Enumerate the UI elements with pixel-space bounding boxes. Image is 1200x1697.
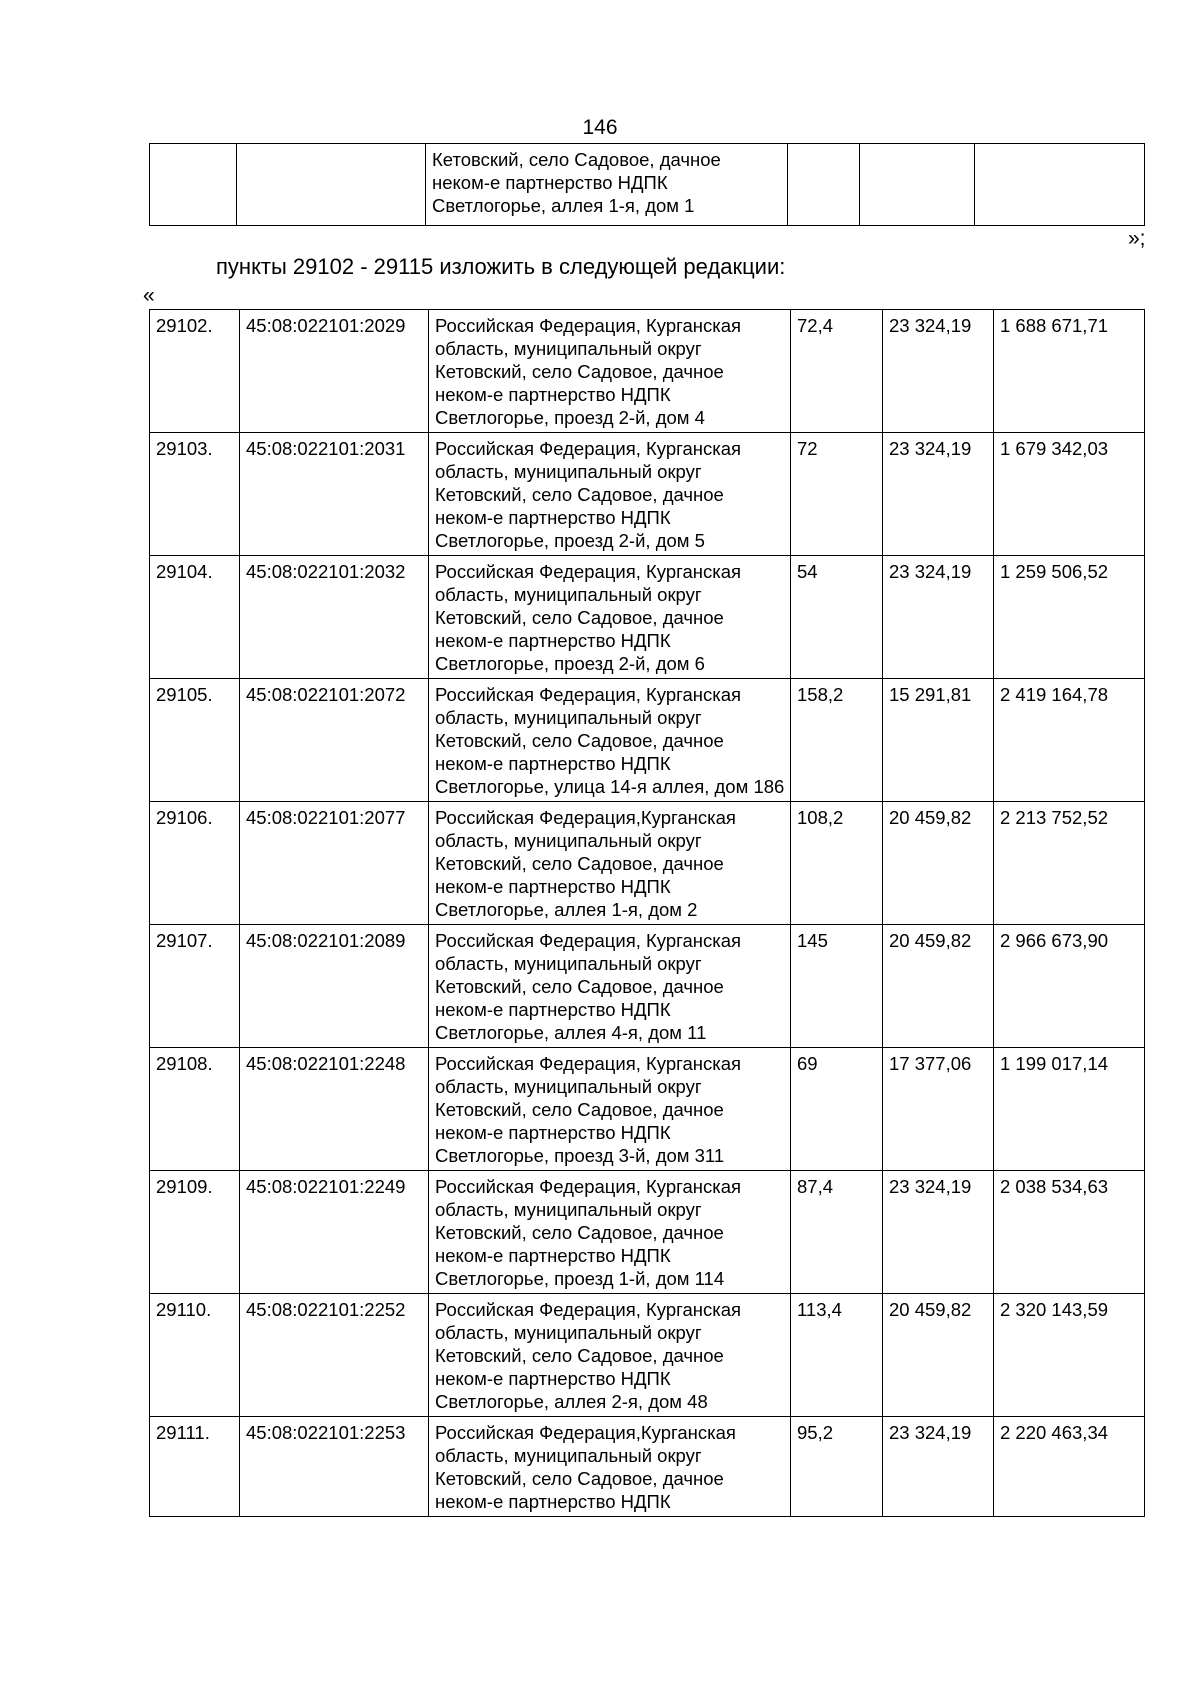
cell-cadastral-number (237, 144, 426, 226)
cell-area: 145 (791, 925, 883, 1048)
table-row (150, 802, 1145, 925)
table-row (150, 144, 1145, 226)
table-row (150, 1417, 1145, 1517)
cell-cadastral-number: 45:08:022101:2031 (240, 433, 429, 556)
cell-area: 54 (791, 556, 883, 679)
cell-area: 72 (791, 433, 883, 556)
closing-quote: »; (1128, 227, 1146, 250)
cell-number: 29111. (150, 1417, 240, 1517)
cell-cadastral-value: 2 220 463,34 (994, 1417, 1145, 1517)
cell-number: 29110. (150, 1294, 240, 1417)
cell-address: Российская Федерация, Курганская область, муниципальный округ Кетовский, село Садовое, дачное неком-е партнерство НДПК Светлогорье, аллея 2-я, дом 48 (429, 1294, 791, 1417)
cell-rate: 23 324,19 (883, 1417, 994, 1517)
continuation-table (149, 143, 1145, 226)
table-row (150, 556, 1145, 679)
cell-cadastral-value: 2 320 143,59 (994, 1294, 1145, 1417)
cell-rate: 15 291,81 (883, 679, 994, 802)
cell-address: Российская Федерация, Курганская область, муниципальный округ Кетовский, село Садовое, дачное неком-е партнерство НДПК Светлогорье, проезд 2-й, дом 5 (429, 433, 791, 556)
cell-address: Российская Федерация, Курганская область, муниципальный округ Кетовский, село Садовое, дачное неком-е партнерство НДПК Светлогорье, проезд 1-й, дом 114 (429, 1171, 791, 1294)
cell-number: 29103. (150, 433, 240, 556)
cell-cadastral-number: 45:08:022101:2249 (240, 1171, 429, 1294)
cell-address: Российская Федерация,Курганская область, муниципальный округ Кетовский, село Садовое, дачное неком-е партнерство НДПК (429, 1417, 791, 1517)
cell-address: Российская Федерация, Курганская область, муниципальный округ Кетовский, село Садовое, дачное неком-е партнерство НДПК Светлогорье, проезд 2-й, дом 4 (429, 310, 791, 433)
cell-address: Российская Федерация, Курганская область, муниципальный округ Кетовский, село Садовое, дачное неком-е партнерство НДПК Светлогорье, аллея 4-я, дом 11 (429, 925, 791, 1048)
table-row (150, 310, 1145, 433)
cell-cadastral-value: 1 679 342,03 (994, 433, 1145, 556)
cell-rate: 17 377,06 (883, 1048, 994, 1171)
cell-rate: 23 324,19 (883, 1171, 994, 1294)
cell-cadastral-value: 1 259 506,52 (994, 556, 1145, 679)
cell-cadastral-value: 2 966 673,90 (994, 925, 1145, 1048)
table-row (150, 1048, 1145, 1171)
cell-area: 87,4 (791, 1171, 883, 1294)
table-row (150, 1171, 1145, 1294)
cell-area: 108,2 (791, 802, 883, 925)
cell-cadastral-value: 2 038 534,63 (994, 1171, 1145, 1294)
cell-rate: 23 324,19 (883, 556, 994, 679)
cell-cadastral-number: 45:08:022101:2029 (240, 310, 429, 433)
page-number: 146 (582, 116, 618, 139)
table-row (150, 433, 1145, 556)
cell-cadastral-value: 2 419 164,78 (994, 679, 1145, 802)
cell-rate: 20 459,82 (883, 802, 994, 925)
cell-area: 95,2 (791, 1417, 883, 1517)
cell-address: Российская Федерация,Курганская область, муниципальный округ Кетовский, село Садовое, дачное неком-е партнерство НДПК Светлогорье, аллея 1-я, дом 2 (429, 802, 791, 925)
cell-address: Российская Федерация, Курганская область, муниципальный округ Кетовский, село Садовое, дачное неком-е партнерство НДПК Светлогорье, проезд 3-й, дом 311 (429, 1048, 791, 1171)
cell-cadastral-number: 45:08:022101:2072 (240, 679, 429, 802)
cell-cadastral-number: 45:08:022101:2089 (240, 925, 429, 1048)
cell-cadastral-number: 45:08:022101:2032 (240, 556, 429, 679)
cell-cadastral-value (975, 144, 1145, 226)
cell-cadastral-value: 1 688 671,71 (994, 310, 1145, 433)
cell-cadastral-number: 45:08:022101:2248 (240, 1048, 429, 1171)
cell-number: 29105. (150, 679, 240, 802)
cell-number: 29108. (150, 1048, 240, 1171)
cell-number: 29102. (150, 310, 240, 433)
opening-quote: « (143, 284, 155, 307)
cell-area: 69 (791, 1048, 883, 1171)
cell-address: Российская Федерация, Курганская область, муниципальный округ Кетовский, село Садовое, дачное неком-е партнерство НДПК Светлогорье, проезд 2-й, дом 6 (429, 556, 791, 679)
cell-cadastral-number: 45:08:022101:2253 (240, 1417, 429, 1517)
cell-number: 29109. (150, 1171, 240, 1294)
cell-address: Кетовский, село Садовое, дачное неком-е партнерство НДПК Светлогорье, аллея 1-я, дом 1 (426, 144, 788, 226)
cell-area: 72,4 (791, 310, 883, 433)
cadastral-value-table (149, 309, 1145, 1517)
cell-rate: 20 459,82 (883, 925, 994, 1048)
cell-area: 158,2 (791, 679, 883, 802)
cell-cadastral-number: 45:08:022101:2252 (240, 1294, 429, 1417)
amendment-instruction: пункты 29102 - 29115 изложить в следующей редакции: (216, 254, 786, 279)
cell-rate: 23 324,19 (883, 310, 994, 433)
cell-cadastral-value: 2 213 752,52 (994, 802, 1145, 925)
cell-rate (860, 144, 975, 226)
cell-area (788, 144, 860, 226)
cell-number (150, 144, 237, 226)
table-row (150, 679, 1145, 802)
cell-number: 29107. (150, 925, 240, 1048)
cell-number: 29104. (150, 556, 240, 679)
table-row (150, 925, 1145, 1048)
cell-cadastral-value: 1 199 017,14 (994, 1048, 1145, 1171)
cell-rate: 20 459,82 (883, 1294, 994, 1417)
cell-cadastral-number: 45:08:022101:2077 (240, 802, 429, 925)
cell-number: 29106. (150, 802, 240, 925)
cell-address: Российская Федерация, Курганская область, муниципальный округ Кетовский, село Садовое, дачное неком-е партнерство НДПК Светлогорье, улица 14-я аллея, дом 186 (429, 679, 791, 802)
cell-rate: 23 324,19 (883, 433, 994, 556)
cell-area: 113,4 (791, 1294, 883, 1417)
table-row (150, 1294, 1145, 1417)
